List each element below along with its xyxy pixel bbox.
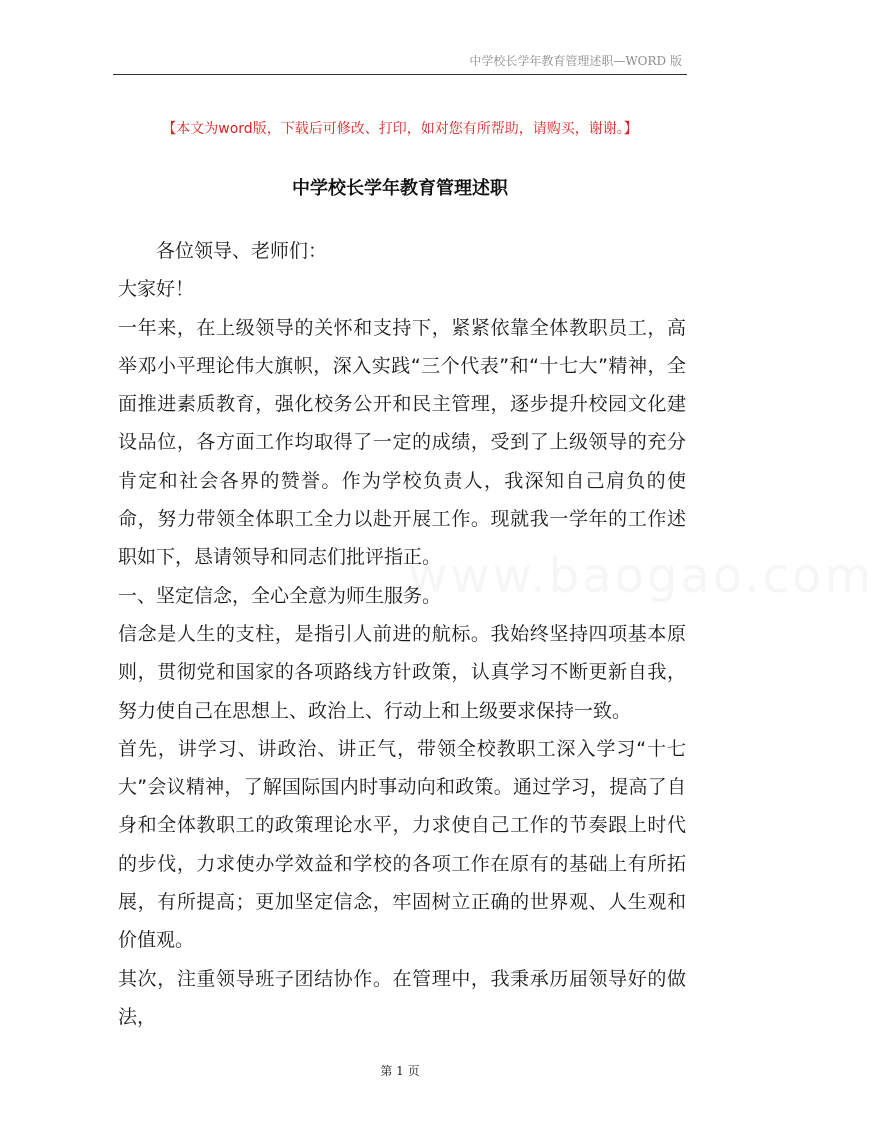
page-number: 第 1 页 (380, 1064, 420, 1078)
salutation: 各位领导、老师们： (156, 240, 328, 262)
greeting: 大家好！ (118, 278, 195, 301)
paragraph-first: 首先，讲学习、讲政治、讲正气，带领全校教职工深入学习“十七大”会议精神，了解国际国内时事动向和政策。通过学习，提高了自身和全体教职工的政策理论水平，力求使自己工作的节奏跟上时代的步伐，力求使办学效益和学校的各项工作在原有的基础上有所拓展，有所提高；更加坚定信念，牢固树立正确的世界观、人生观和价值观。 (118, 737, 686, 952)
purchase-notice: 【本文为word版，下载后可修改、打印，如对您有所帮助，请购买，谢谢。】 (162, 121, 638, 137)
running-header: 中学校长学年教育管理述职—WORD 版 (469, 54, 682, 68)
header-divider (113, 74, 687, 75)
paragraph-second: 其次，注重领导班子团结协作。在管理中，我秉承历届领导好的做法， (118, 967, 686, 1028)
document-title: 中学校长学年教育管理述职 (292, 178, 508, 199)
document-body (118, 232, 686, 1036)
section-heading-1: 一、坚定信念，全心全意为师生服务。 (118, 584, 442, 607)
watermark: www.baogao.com (408, 548, 874, 604)
paragraph-intro: 一年来，在上级领导的关怀和支持下，紧紧依靠全体教职员工，高举邓小平理论伟大旗帜，深入实践“三个代表”和“十七大”精神，全面推进素质教育，强化校务公开和民主管理，逐步提升校园文化建设品位，各方面工作均取得了一定的成绩，受到了上级领导的充分肯定和社会各界的赞誉。作为学校负责人，我深知自己肩负的使命，努力带领全体职工全力以赴开展工作。现就我一学年的工作述职如下，恳请领导和同志们批评指正。 (118, 316, 686, 569)
paragraph-belief: 信念是人生的支柱，是指引人前进的航标。我始终坚持四项基本原则，贯彻党和国家的各项路线方针政策，认真学习不断更新自我，努力使自己在思想上、政治上、行动上和上级要求保持一致。 (118, 622, 686, 722)
